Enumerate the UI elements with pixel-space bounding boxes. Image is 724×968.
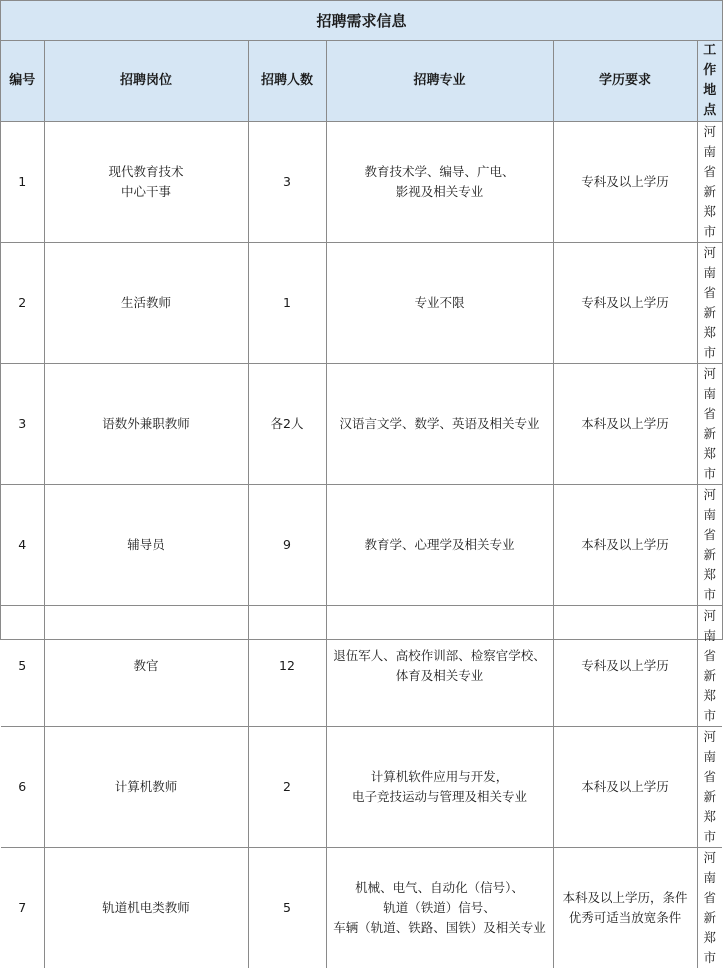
header-count: 招聘人数 <box>248 41 326 122</box>
cell-major <box>326 606 553 727</box>
cell-count: 各2人 <box>248 364 326 485</box>
cell-education <box>553 727 697 848</box>
cell-education-line: 本科及以上学历，条件 <box>556 888 695 908</box>
cell-location: 河南省新郑市 <box>697 606 722 727</box>
cell-id: 2 <box>1 243 44 364</box>
table-body <box>1 122 722 968</box>
cell-major-line: 计算机软件应用与开发， <box>329 767 551 787</box>
table-row <box>1 364 722 485</box>
cell-major-line: 教育技术学、编导、广电、 <box>329 162 551 182</box>
cell-education-line: 本科及以上学历 <box>556 535 695 555</box>
cell-position-line: 计算机教师 <box>47 777 246 797</box>
cell-location: 河南省新郑市 <box>697 848 722 968</box>
cell-position-line: 现代教育技术 <box>47 162 246 182</box>
cell-location: 河南省新郑市 <box>697 122 722 243</box>
table-row <box>1 122 722 243</box>
recruitment-table <box>1 41 722 968</box>
cell-count: 12 <box>248 606 326 727</box>
table-row <box>1 848 722 968</box>
cell-count: 3 <box>248 122 326 243</box>
cell-location: 河南省新郑市 <box>697 727 722 848</box>
cell-major-line: 汉语言文学、数学、英语及相关专业 <box>329 414 551 434</box>
cell-major-line: 车辆（轨道、铁路、国铁）及相关专业 <box>329 918 551 938</box>
cell-education <box>553 485 697 606</box>
cell-position <box>44 727 248 848</box>
cell-location: 河南省新郑市 <box>697 364 722 485</box>
cell-count: 1 <box>248 243 326 364</box>
cell-education <box>553 364 697 485</box>
table-header <box>1 41 722 122</box>
cell-position <box>44 243 248 364</box>
cell-position <box>44 848 248 968</box>
header-major: 招聘专业 <box>326 41 553 122</box>
header-location: 工作地点 <box>697 41 722 122</box>
cell-major <box>326 243 553 364</box>
table-title: 招聘需求信息 <box>1 1 722 41</box>
cell-count: 9 <box>248 485 326 606</box>
cell-major <box>326 364 553 485</box>
table-row <box>1 606 722 727</box>
cell-education <box>553 606 697 727</box>
cell-major-line: 教育学、心理学及相关专业 <box>329 535 551 555</box>
cell-education <box>553 848 697 968</box>
cell-major <box>326 727 553 848</box>
cell-major <box>326 485 553 606</box>
cell-position <box>44 122 248 243</box>
cell-education-line: 专科及以上学历 <box>556 293 695 313</box>
cell-education <box>553 243 697 364</box>
cell-education-line: 本科及以上学历 <box>556 777 695 797</box>
cell-education-line: 专科及以上学历 <box>556 656 695 676</box>
cell-education-line: 优秀可适当放宽条件 <box>556 908 695 928</box>
table-row <box>1 485 722 606</box>
header-education: 学历要求 <box>553 41 697 122</box>
cell-education-line: 专科及以上学历 <box>556 172 695 192</box>
header-position: 招聘岗位 <box>44 41 248 122</box>
cell-education-line: 本科及以上学历 <box>556 414 695 434</box>
cell-count: 2 <box>248 727 326 848</box>
cell-id: 5 <box>1 606 44 727</box>
cell-education <box>553 122 697 243</box>
cell-position-line: 教官 <box>47 656 246 676</box>
cell-id: 4 <box>1 485 44 606</box>
cell-major-line: 轨道（铁道）信号、 <box>329 898 551 918</box>
cell-major <box>326 848 553 968</box>
cell-location: 河南省新郑市 <box>697 243 722 364</box>
cell-id: 7 <box>1 848 44 968</box>
cell-id: 6 <box>1 727 44 848</box>
header-row <box>1 41 722 122</box>
cell-id: 3 <box>1 364 44 485</box>
cell-major-line: 专业不限 <box>329 293 551 313</box>
cell-major-line: 电子竞技运动与管理及相关专业 <box>329 787 551 807</box>
cell-position <box>44 485 248 606</box>
cell-position <box>44 364 248 485</box>
cell-position-line: 轨道机电类教师 <box>47 898 246 918</box>
cell-major-line: 体育及相关专业 <box>329 666 551 686</box>
cell-position-line: 辅导员 <box>47 535 246 555</box>
cell-location: 河南省新郑市 <box>697 485 722 606</box>
cell-major <box>326 122 553 243</box>
cell-position-line: 语数外兼职教师 <box>47 414 246 434</box>
cell-position <box>44 606 248 727</box>
cell-id: 1 <box>1 122 44 243</box>
cell-count: 5 <box>248 848 326 968</box>
table-row <box>1 243 722 364</box>
cell-major-line: 影视及相关专业 <box>329 182 551 202</box>
cell-position-line: 中心干事 <box>47 182 246 202</box>
cell-position-line: 生活教师 <box>47 293 246 313</box>
table-row <box>1 727 722 848</box>
cell-major-line: 退伍军人、高校作训部、检察官学校、 <box>329 646 551 666</box>
cell-major-line: 机械、电气、自动化（信号）、 <box>329 878 551 898</box>
header-id: 编号 <box>1 41 44 122</box>
